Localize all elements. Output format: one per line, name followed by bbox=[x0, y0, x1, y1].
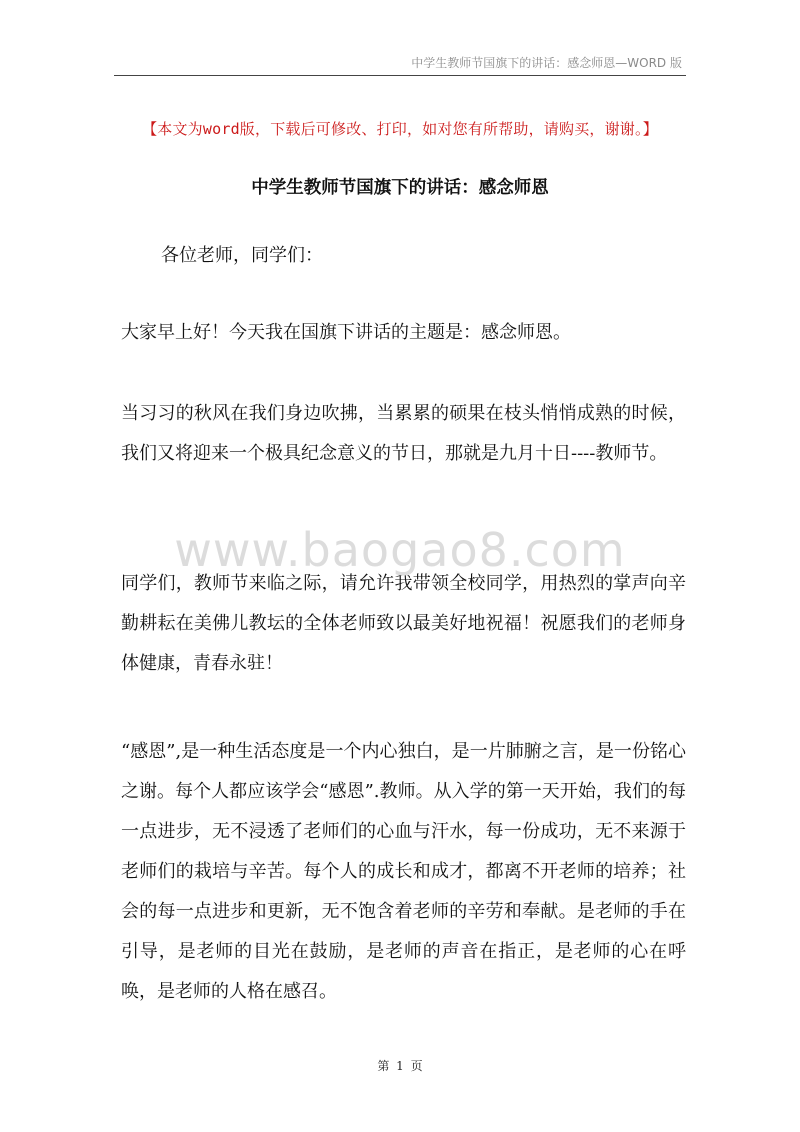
download-notice: 【本文为word版，下载后可修改、打印，如对您有所帮助，请购买，谢谢。】 bbox=[142, 120, 658, 138]
document-title: 中学生教师节国旗下的讲话：感念师恩 bbox=[251, 178, 549, 198]
page-number: 第 1 页 bbox=[377, 1059, 423, 1073]
paragraph-1: 大家早上好！今天我在国旗下讲话的主题是：感念师恩。 bbox=[121, 322, 571, 343]
paragraph-4: “感恩”,是一种生活态度是一个内心独白，是一片肺腑之言，是一份铭心之谢。每个人都应该学会“感恩”.教师。从入学的第一天开始，我们的每一点进步，无不浸透了老师们的心血与汗水，每一份成功，无不来源于老师们的栽培与辛苦。每个人的成长和成才，都离不开老师的培养；社会的每一点进步和更新，无不饱含着老师的辛劳和奉献。是老师的手在引导，是老师的目光在鼓励，是老师的声音在指正，是老师的心在呼唤，是老师的人格在感召。 bbox=[121, 741, 686, 1002]
salutation: 各位老师，同学们： bbox=[161, 245, 323, 266]
running-header: 中学生教师节国旗下的讲话：感念师恩—WORD 版 bbox=[411, 56, 682, 70]
header-divider bbox=[114, 75, 686, 76]
paragraph-2: 当习习的秋风在我们身边吹拂，当累累的硕果在枝头悄悄成熟的时候，我们又将迎来一个极具纪念意义的节日，那就是九月十日----教师节。 bbox=[121, 403, 686, 464]
watermark: www.baogao8.com bbox=[174, 523, 626, 577]
paragraph-3: 同学们，教师节来临之际，请允许我带领全校同学，用热烈的掌声向辛勤耕耘在美佛儿教坛的全体老师致以最美好地祝福！祝愿我们的老师身体健康，青春永驻！ bbox=[121, 573, 686, 674]
